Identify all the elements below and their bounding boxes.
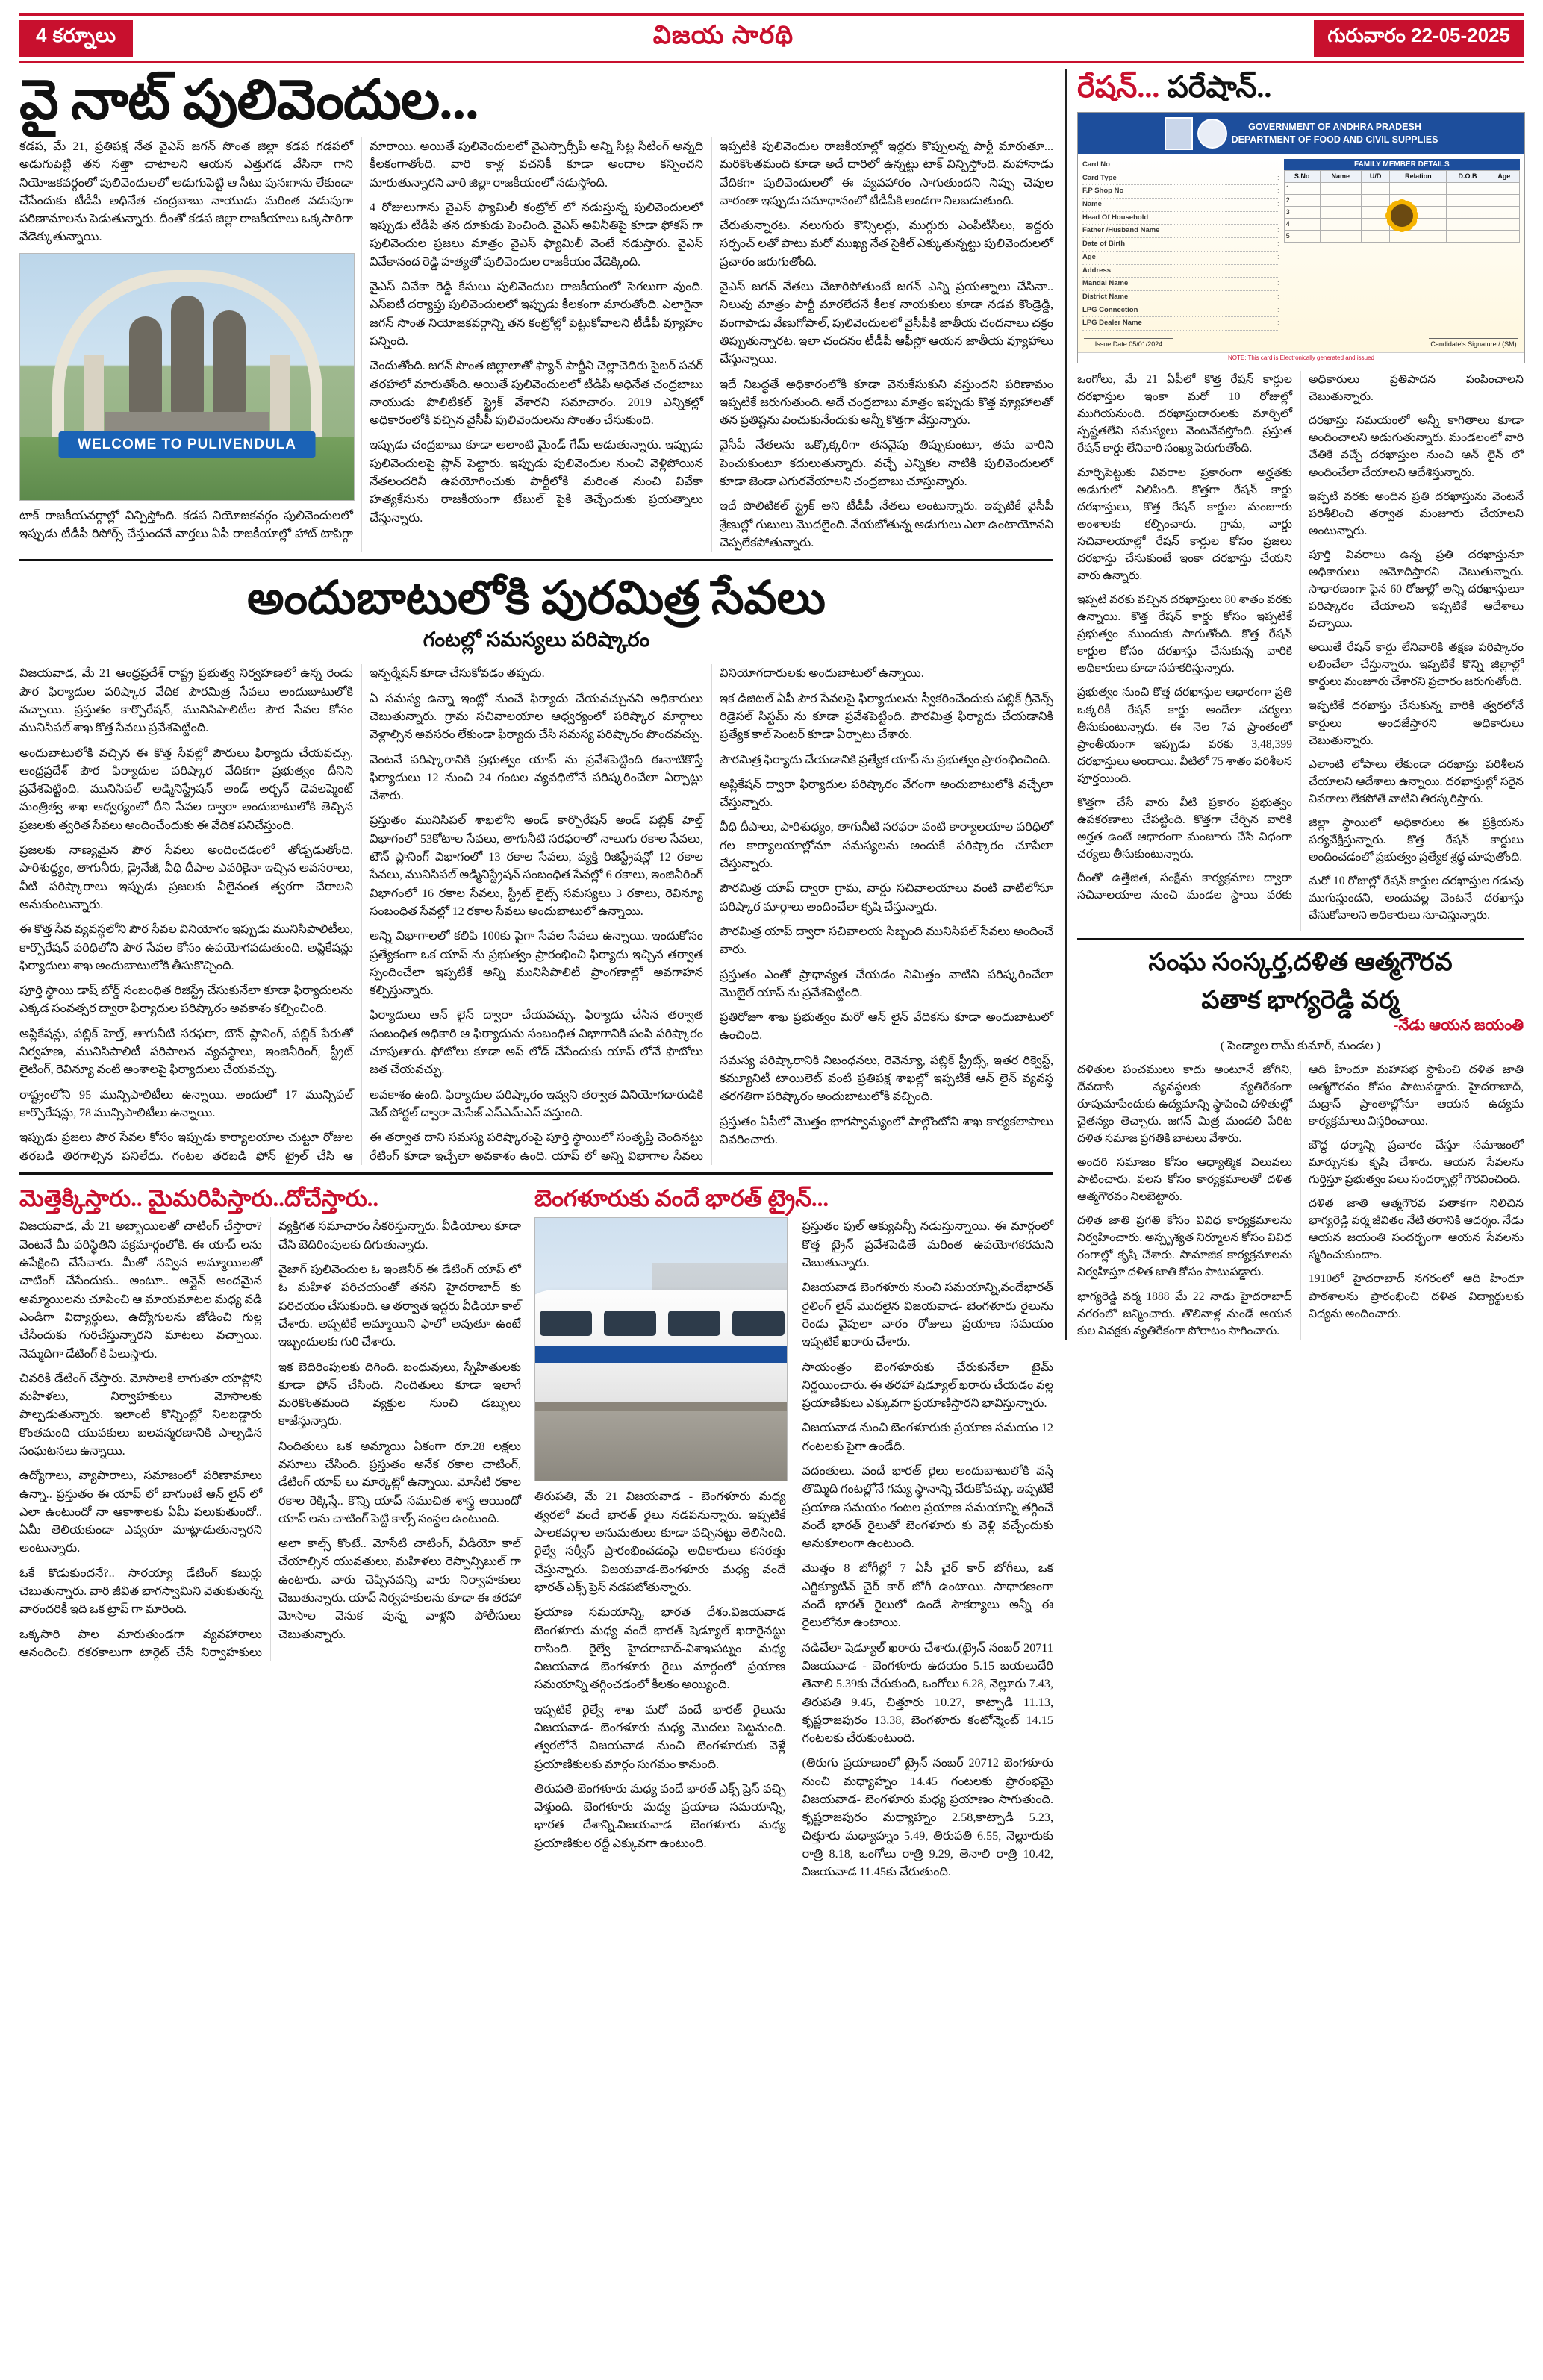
table-row: 5 — [1284, 230, 1519, 242]
story-para: ప్రస్తుతం ఏపీలో మొత్తం భాగస్వామ్యంలో పాల్గొంటోని శాఖ కార్యకలాపాలు వివరించారు. — [720, 1114, 1053, 1146]
story-para: అలా కాల్స్ కొంటే.. మోసేటి చాటింగ్, వీడియో కాల్ చేయాల్సిన యువతులు, మహిళలు రెస్పాన్సిబుల్ గా ఉంటారు. వారు చెప్పినవన్ని వారు నిర్వాహకులు చెబుతున్నారు. యాప్ నిర్వహకులను కూడా ఈ తరహా మోసాల వెనుక వున్న వాళ్లని పోలీసులు చెబుతున్నారు. — [278, 1537, 521, 1641]
story-para: ప్రస్తుతం ఫుల్ ఆక్యుపెన్సీ నడుస్తున్నాయి. ఈ మార్గంలో కొత్త ట్రైన్ ప్రవేశపెడితే మరింత ఉపయోగకరమని చెబుతున్నారు. — [802, 1219, 1053, 1270]
dating-headline: మెత్తెక్కిస్తారు.. మైమరిపిస్తారు..దోచేస్తారు.. — [19, 1184, 379, 1211]
cm-portrait — [1165, 117, 1193, 150]
story-para: ప్రభుత్వం నుంచి కొత్త దరఖాస్తుల ఆధారంగా ప్రతి ఒక్కరికీ రేషన్ కార్డు అందేలా చర్యలు తీసుకుంటున్నారు. ఈ నెల 7వ ప్రాంతంలో ప్రాంతీయంగా ఇప్పుడు వరకు 3,48,399 దరఖాస్తులు అందాయి. వీటిలో 75 శాతం పరిశీలన పూర్తయింది. — [1077, 686, 1292, 785]
story-para: అందుబాటులోకి వచ్చిన ఈ కొత్త సేవల్లో పౌరులు ఫిర్యాదు చేయవచ్చు. ఆంధ్రప్రదేశ్ పౌర ఫిర్యాదుల పరిష్కార వేదికగా ప్రభుత్వం దీనిని ప్రవేశపెట్టింది. మునిసిపల్ అడ్మినిస్ట్రేషన్ అండ్ అర్బన్ డెవలప్మెంట్ మంత్రిత్వ శాఖ ఆధ్వర్యంలో దీని సేవల ద్వారా అందుబాటులోకి తెచ్చిన ప్రజలకు త్వరిత సేవలు అందించేందుకు ఈ వేదిక పనిచేస్తుంది. — [19, 746, 353, 832]
story-para: ఇప్పటికే రైల్వే శాఖ మరో వందే భారత్ రైలును విజయవాడ- బెంగళూరు మధ్య మొదలు పెట్టనుంది. త్వరలోనే విజయవాడ నుంచి బెంగళూరుకు వెళ్లే ప్రయాణికులకు మార్గం సుగమం కానుంది. — [534, 1702, 786, 1771]
vande-bharat-train-photo — [534, 1217, 788, 1481]
card-field: Age : — [1082, 252, 1279, 265]
dating-columns — [19, 1217, 521, 1661]
train-window — [732, 1311, 785, 1336]
lead-para: చెందుతోంది. జగన్ సొంత జిల్లాలాతో ఫ్యాన్ పార్టీని చెల్లాచెదిరు సైబర్ పవర్ తరహాలో మారుతోంది. అయితే పులివెందులలో టీడీపీ అధినేత చంద్రబాబు నాయుడు పొలిటికల్ స్ట్రైక్ వేశారని సమాచారం. 2019 ఎన్నికల్లో అధికారంలోకి వచ్చిన వైసీపీ పులివెందులను సొంతం చేసుకుంది. — [370, 359, 703, 428]
story-para: తిరుపతి, మే 21 విజయవాడ - బెంగళూరు మధ్య త్వరలో వందే భారత్ రైలు నడపనున్నారు. ఇప్పటికే పాలకవర్గాల అనుమతులు కూడా వచ్చినట్టు తెలిసింది. రైల్వే సర్వీస్ ప్రారంభించడంపై అధికారులు కసరత్తు చేస్తున్నారు. విజయవాడ-బెంగళూరు మధ్య వందే భారత్ ఎక్స్ ప్రెస్ నడపబోతున్నారు. — [534, 1490, 786, 1594]
card-field-list — [1082, 159, 1279, 331]
main-content — [19, 69, 1053, 1881]
story-para: ప్రయాణ సమయాన్ని, భారత దేశం.విజయవాడ బెంగళూరు మధ్య వందే భారత్ షెడ్యూల్ ఖరారైనట్టు రాసింది. రైల్వే హైదరాబాద్-విశాఖపట్నం మధ్య విజయవాడ బెంగళూరు రైలు మార్గంలో ప్రయాణ సమయాన్ని తగ్గించడంలో కీలకం అయ్యింది. — [534, 1605, 786, 1692]
bhagya-headline-1: సంఘ సంస్కర్త,దళిత ఆత్మగౌరవ — [1148, 949, 1453, 977]
story-para: అన్ని విభాగాలలో కలిపి 100కు పైగా సేవల సేవలు ఉన్నాయి. ఇందుకోసం ప్రత్యేకంగా ఒక యాప్ ను ప్రభుత్వం ప్రారంభించి ఫిర్యాదు ఇచ్చిన తర్వాత స్పందించేలా ఇప్పటికే అన్ని మునిసిపాలిటీ ప్రాంగణాల్లో అవగాహన కల్పిస్తున్నారు. — [370, 929, 703, 998]
story-para: పౌరమిత్ర యాప్ ద్వారా గ్రామ, వార్డు సచివాలయాలు వంటి వాటిలోనూ పరిష్కార మార్గాలు అందించేలా కృషి చేస్తున్నారు. — [720, 881, 1053, 913]
story-para: దరఖాస్తు సమయంలో అన్నీ కాగితాలు కూడా అందించాలని అడుగుతున్నారు. మండలంలో వారి చేతికే వచ్చే దరఖాస్తుల నుంచి ఆన్ లైన్ లో అందించేలా చేయాలని ఆదేశిస్తున్నారు. — [1309, 414, 1524, 479]
lead-para: కడప, మే 21, ప్రతిపక్ష నేత వైఎస్ జగన్ సొంత జిల్లా కడప గడపలో అడుగుపెట్టి తన సత్తా చాటాలని ఆయన ఎత్తుగడ వేసినా గాని నియోజకవర్గంలో పులివెందులలో అడుగుపెట్టి ఆ సీటు పునఃగాను లేకుండా చేసేందుకు టీడీపీ అధినేత చంద్రబాబు నాయుడు మరింత వడుపుగా పరిణామాలను పెడుతున్నారు. దీంతో కడప జిల్లా రాజకీయాలు ఒక్కసారిగా వేడెక్కుతున్నాయి. — [19, 139, 353, 244]
story-para: నిందితులు ఒక అమ్మాయి ఏకంగా రూ.28 లక్షలు వసూలు చేసింది. ప్రస్తుతం అనేక రకాల చాటింగ్, డేటింగ్ యాప్ లు మార్కెట్లో ఉన్నాయి. మోసేటి రకాల రకాల రెక్కిస్తే.. కొన్ని యాప్ సముచిత శాస్త్ర ఆయిందో యాప్ లను చాటింగ్ పెట్టి కాల్స్ సంస్థల ఉంటుంది. — [278, 1439, 521, 1525]
bhagya-headline-2: పతాక భాగ్యరెడ్డి వర్మ — [1201, 986, 1400, 1014]
bhagya-credit: ( పెండ్యాల రామ్ కుమార్, మండల ) — [1220, 1039, 1381, 1052]
story-para: వీధి దీపాలు, పారిశుధ్యం, తాగునీటి సరఫరా వంటి కార్యాలయాల పరిధిలో గల కార్యాలయాల్లోనూ సమస్యలను అందుకే పరిష్కారం చూపేలా చేస్తున్నారు. — [720, 820, 1053, 871]
story-para: ఇప్పుడు ప్రజలు పౌర సేవల కోసం ఇప్పుడు కార్యాలయాల చుట్టూ రోజుల తరబడి తిరగాల్సిన పనిలేదు. గంటల తరబడి ఫోన్ ట్రైల్ చేసి ఆ ఇన్ఫర్మేషన్ కూడా చేసుకోవడం తప్పదు. — [19, 666, 545, 1163]
card-field: Head Of Household : — [1082, 212, 1279, 225]
story-para: ఎలాంటి లోపాలు లేకుండా దరఖాస్తు పరిశీలన చేయాలని ఆదేశాలు ఉన్నాయి. దరఖాస్తుల్లో సరైన వివరాలు లేకపోతే వాటిని తిరస్కరిస్తారు. — [1309, 758, 1524, 805]
card-field: Mandal Name : — [1082, 278, 1279, 291]
section-divider — [1077, 938, 1524, 940]
puramitra-kicker: గంటల్లో సమస్యలు పరిష్కారం — [423, 628, 650, 652]
card-field: Date of Birth : — [1082, 238, 1279, 252]
col-age: Age — [1489, 170, 1519, 182]
section-divider — [19, 559, 1053, 561]
col-relation: Relation — [1390, 170, 1447, 182]
statue-plinth — [105, 412, 269, 431]
story-para: ఇప్పటికే దరఖాస్తు చేసుకున్న వారికి త్వరలోనే కార్డులు అందజేస్తారని అధికారులు చెబుతున్నారు. — [1309, 699, 1524, 747]
train-window — [540, 1311, 592, 1336]
story-para: మరో 10 రోజుల్లో రేషన్ కార్డుల దరఖాస్తుల గడువు ముగుస్తుందని, అందువల్ల వెంటనే దరఖాస్తు చేసుకోవాలని అధికారులు సూచిస్తున్నారు. — [1309, 875, 1524, 922]
story-para: ప్రస్తుతం మునిసిపల్ శాఖలోని అండ్ కార్పొరేషన్ అండ్ పబ్లిక్ హెల్త్ విభాగంలో 53కోటాల సేవలు, తాగునీటి సరఫరాలో నాలుగు రకాల సేవలు, టౌన్ ప్లానింగ్ విభాగంలో 13 రకాల సేవలు, వ్యక్తి రిజిస్ట్రేషన్లో 12 రకాల సేవలు, మునిసిపల్ అడ్మినిస్ట్రేషన్ సంబంధిత సేవల్లో 6 రకాలు, ఇంజినీరింగ్ విభాగంలో 16 రకాల సేవలు, స్ట్రీట్ లైట్స్ సమస్యలు 3 రకాలు, రెవిన్యూ సంబంధిత సేవల్లో 12 రకాల సేవలు అందుబాటులో ఉన్నాయి. — [370, 813, 703, 918]
card-field: F.P Shop No : — [1082, 185, 1279, 199]
statues-group — [129, 296, 246, 413]
ration-headline — [1077, 71, 1524, 104]
lead-para: ఇప్పటికి పులివెందుల రాజకీయాల్లో ఇద్దరు కొప్పులన్న పార్టీ మారుతూ... మరికొంతమంది కూడా అదే దారిలో ఉన్నట్టు టాక్ విన్పిస్తోంది. మహానాడు వేదికగా పులివెందులలో ఈ వ్యవహారం సాగుతుందని నిప్పు చెవుల వారంతా ఇప్పుడు సమాధానంలో టీడీపీకి అండగా నిలబడుతుంది. — [720, 139, 1053, 207]
story-para: విజయవాడ, మే 21 అబ్బాయిలతో చాటింగ్ చేస్తారా? వెంటనే మీ పరిస్థితిని వక్రమార్గంలోకి. ఈ యాప్ లను ఉపేక్షించి చేసేవారు. మీతో నవ్విన అమ్మాయిలతో చాటింగ్ చేసేందుకు.. అంటూ.. ఆన్లైన్ అందమైన అమ్మాయిలను చూపించి ఆ మాయమాటల మధ్య వడి ఎండిగా విద్యార్థులు, ఉద్యోగులను జోడించి గుల్ల చేసేందుకు గురిచేస్తున్నారని మాటలు వచ్చాయి. నెమ్మదిగా డేటింగ్ కి పిలుస్తారు. — [19, 1219, 262, 1361]
bottom-stories — [19, 1181, 1053, 1881]
issue-date-label: Issue Date 05/01/2024 — [1084, 338, 1173, 348]
story-para: వదంతులు. వందే భారత్ రైలు అందుబాటులోకి వస్తే తొమ్మిది గంటల్లోనే గమ్య స్థానాన్ని చేరుకోవచ్చు. ఇప్పటికే ప్రయాణ సమయం గంటల ప్రయాణ సమయాన్ని తగ్గించే వందే భారత్ రైలుతో బెంగళూరు కు వెళ్లి వచ్చేందుకు అనుకూలంగా ఉంటుంది. — [802, 1464, 1053, 1551]
card-field: District Name : — [1082, 291, 1279, 304]
story-para: విజయవాడ, మే 21 ఆంధ్రప్రదేశ్ రాష్ట్ర ప్రభుత్వ నిర్వహణలో ఉన్న రెండు పౌర ఫిర్యాదుల పరిష్కార వేదిక పౌరమిత్ర సేవలు అందుబాటులోకి వచ్చాయి. ప్రస్తుతం కార్పొరేషన్, మునిసిపాలిటీల పౌర సేవల కోసం మునిసిపల్ శాఖ కొత్త సేవలు ప్రవేశపెట్టింది. — [19, 666, 353, 735]
train-window — [668, 1311, 720, 1336]
story-para: నడిచేలా షెడ్యూల్ ఖరారు చేశారు.(ట్రైన్ నంబర్ 20711 విజయవాడ - బెంగళూరు ఉదయం 5.15 బయలుదేరి తెనాలి 5.39కు చేరుకుంది, ఒంగోలు 6.28, నెల్లూరు 7.43, తిరుపతి 9.45, చిత్తూరు 10.27, కాట్పాడి 11.13, కృష్ణరాజపురం 13.38, బెంగళూరు కంటోన్మెంట్ 14.15 గంటలకు చేరుకుంటుంది. — [802, 1640, 1053, 1746]
pulivendula-gateway-photo — [19, 253, 355, 501]
story-para: వైజాగ్ పులివెందుల ఓ ఇంజినీర్ ఈ డేటింగ్ యాప్ లో ఓ మహిళ పరిచయంతో తనని హైదరాబాద్ కు పరిచయం చేసుకుంది. ఆ తర్వాత ఇద్దరు వీడియో కాల్ చేశారు. అప్పటికే అమ్మాయిని ఫాలో అవుతూ ఉంటే ఇబ్బందులకు గురి చేశారు. — [278, 1263, 521, 1349]
track-ground — [535, 1411, 787, 1481]
story-para: (తిరుగు ప్రయాణంలో ట్రైన్ నంబర్ 20712 బెంగళూరు నుంచి మధ్యాహ్నం 14.45 గంటలకు ప్రారంభమై విజయవాడ- బెంగళూరు మధ్య ప్రయాణం సాగుతుంది. కృష్ణరాజపురం మధ్యాహ్నం 2.58,కాట్పాడి 5.23, చిత్తూరు మధ్యాహ్నం 5.49, తిరుపతి 6.55, నెల్లూరుకు రాత్రి 8.18, ఒంగోలు రాత్రి 9.29, తెనాలి రాత్రి 10.42, విజయవాడ 11.45కు చేరుతుంది. — [802, 1756, 1053, 1879]
table-row: 2 — [1284, 194, 1519, 206]
col-dob: D.O.B — [1447, 170, 1489, 182]
right-rail — [1065, 69, 1524, 1340]
story-para: విజయవాడ నుంచి బెంగళూరుకు ప్రయాణ సమయం 12 గంటలకు పైగా ఉండేది. — [802, 1421, 1053, 1453]
story-para: దళిత జాతి ఆత్మగౌరవ పతాకగా నిలిచిన భాగ్యరెడ్డి వర్మ జీవితం నేటి తరానికి ఆదర్శం. నేడు ఆయన జయంతి సందర్భంగా ఆయన సేవలను స్మరించుకుందాం. — [1309, 1197, 1524, 1262]
page-number-badge: 4 కర్నూలు — [19, 20, 133, 57]
story-para: బౌద్ధ ధర్మాన్ని ప్రచారం చేస్తూ సమాజంలో మార్పునకు కృషి చేశారు. ఆయన సేవలను గుర్తిస్తూ ప్రభుత్వం పలు సందర్భాల్లో గౌరవించింది. — [1309, 1138, 1524, 1187]
story-para: సమస్య పరిష్కారానికి నిబంధనలు, రెవెన్యూ, పబ్లిక్ స్ట్రీట్స్, ఇతర రిక్వెస్ట్, కమ్యూనిటీ టాయిలెట్ వంటి ప్రతిపక్ష శాఖల్లో ఇప్పటికే ఆన్ లైన్ వ్యవస్థ తరగతిగా పరిష్కారం అందుబాటులోకి వచ్చింది. — [720, 1053, 1053, 1104]
train-columns — [534, 1217, 1053, 1881]
story-para: ఫిర్యాదులు ఆన్ లైన్ ద్వారా చేయవచ్చు. ఫిర్యాదు చేసిన తర్వాత సంబంధిత అధికారి ఆ ఫిర్యాదును సంబంధిత విభాగానికి పంపి పరిష్కారం చూపుతారు. ఫోటోలు కూడా అప్ లోడ్ చేసేందుకు యాప్ లోనే ఫొటోలు జత చేయవచ్చు. — [370, 1008, 703, 1077]
ration-card-image — [1077, 112, 1525, 363]
col-sno: S.No — [1284, 170, 1320, 182]
story-para: దళిత జాతి ప్రగతి కోసం వివిధ కార్యక్రమాలను నిర్వహించారు. అస్పృశ్యత నిర్మూలన కోసం వివిధ రంగాల్లో కృషి చేశారు. సామాజిక కార్యక్రమాలను నిర్వహిస్తూ దళిత జాతి కోసం పాటుపడ్డారు. — [1077, 1214, 1292, 1279]
story-para: అవకాశం ఉంది. ఫిర్యాదుల పరిష్కారం ఇవ్వని తర్వాత వినియోగదారుడికి వెబ్ పోర్టల్ ద్వారా మెసేజ్ ఎస్ఎమ్ఎస్ వస్తుంది. — [370, 1087, 703, 1119]
card-note: NOTE: This card is Electronically generated and issued — [1078, 352, 1524, 363]
puramitra-story — [19, 573, 1053, 1165]
story-para: జిల్లా స్థాయిలో అధికారులు ఈ ప్రక్రియను పర్యవేక్షిస్తున్నారు. కొత్త రేషన్ కార్డులు అందించడంలో ప్రభుత్వం ప్రత్యేక శ్రద్ధ చూపుతోంది. — [1309, 816, 1524, 864]
train-story — [534, 1181, 1053, 1881]
story-para: ఓకే కొడుకుందనే?.. సారయ్యా డేటింగ్ కబుర్లు చెబుతున్నారు. వారి జీవిత భాగస్వామిని వెతుకుతున్న వారందరికీ ఇది ఒక ట్రాప్ గా మారింది. — [19, 1566, 262, 1617]
lead-para: టాక్ రాజకీయవర్గాల్లో విన్పిస్తోంది. కడప నియోజకవర్గం పులివెందులలో ఇప్పుడు టీడీపీ రిసోర్స్ చేస్తుందనే వార్తలు ఏపీ రాజకీయాల్లో హాట్ టాపిగ్గా మారాయి. అయితే పులివెందులలో వైఎస్సార్సీపీ అన్ని సీట్ల సీటింగ్ అన్నది కీలకంగాతోంది. వారి కాళ్ల వచనికీ కూడా అందాల కన్పించని మారుతున్నారని వారి జిల్లా రాజకీయంలో నడుస్తోంది. — [19, 139, 703, 541]
col-name: Name — [1320, 170, 1361, 182]
card-field: Address : — [1082, 265, 1279, 278]
story-para: వెంటనే పరిష్కారానికి ప్రభుత్వం యాప్ ను ప్రవేశపెట్టింది ఈనాటికొస్తే ఫిర్యాదులు 12 నుంచి 24 గంటల వ్యవధిలోనే పరిష్కరించేలా ఏర్పాట్లు చేశారు. — [370, 752, 703, 803]
story-para: ఒంగోలు, మే 21 ఏపీలో కొత్త రేషన్ కార్డుల దరఖాస్తుల ఇంకా మరో 10 రోజుల్లో ముగియనుంది. దరఖాస్తుదారులకు మార్చిలో స్పష్టతలేని సమస్యలు వెంటనేవస్తోంది. ప్రస్తుత రేషన్ కార్డు లేనివారి సంఖ్య పెరుగుతోంది. — [1077, 373, 1292, 455]
story-para: మార్చిపెట్టుకు వివరాల ప్రకారంగా అర్హతకు అడుగులో నిలిపింది. కొత్తగా రేషన్ కార్డు దరఖాస్తులు, కొత్త రేషన్ కార్డుల మంజూరు అంశాలకు కల్పించారు. గ్రామ, వార్డు సచివాలయాల్లో రేషన్ కార్డుల కోసం ప్రజలు దరఖాస్తు చేసుకుంటే ఇంకా దరఖాస్తు చేయని వారు ఉన్నారు. — [1077, 466, 1292, 582]
story-para: విజయవాడ బెంగళూరు నుంచి సమయాన్ని,వందేభారత్ రైలింగ్ లైన్ మొదలైన విజయవాడ- బెంగళూరు రైలును రెండు వైపులా వారం రోజులు ప్రయాణ సమయం ఇప్పటికే ఖరారు చేశారు. — [802, 1281, 1053, 1349]
story-para: కొత్తగా చేసే వారు వీటి ప్రకారం ప్రభుత్వం ఉపకరణాలు చేపట్టింది. కొత్తగా చేర్చిన వారికి అర్హత ఉంటే ఆధారంగా మంజూరు చేసే విధంగా చర్యలు తీసుకుంటున్నారు. — [1077, 796, 1292, 861]
story-para: ఉద్యోగాలు, వ్యాపారాలు, సమాజంలో పరిణామాలు ఉన్నా.. ప్రస్తుతం ఈ యాప్ లో బాగుంటే ఆన్ లైన్ లో ఎలా ఉంటుందో నా ఆకాశాలకు ఏమీ పలుకుతుందో.. ఏమీ తెలియకుండా ఎవ్వరూ మాట్లాడుతున్నారని అంటున్నారు. — [19, 1469, 262, 1555]
lead-para: వైసీపీ నేతలను ఒక్కొక్కరిగా తనవైపు తిప్పుకుంటూ, తమ వారిని పెంచుకుంటూ కదులుతున్నారు. వచ్చే ఎన్నికల నాటికి పులివెందులలో కూడా జెండా ఎగురవేయాలని చంద్రబాబు చూస్తున్నారు. — [720, 438, 1053, 488]
table-row: 3 — [1284, 206, 1519, 218]
section-divider — [19, 1172, 1053, 1175]
ration-headline-part2: పరేషాన్.. — [1167, 70, 1272, 104]
card-field: LPG Dealer Name : — [1082, 317, 1279, 331]
train-blue-stripe — [534, 1346, 788, 1363]
story-para: అప్లికేషన్లు, పబ్లిక్ హెల్త్, తాగునీటి సరఫరా, టౌన్ ప్లానింగ్, పబ్లిక్ పేరుతో నిర్వహణ, మునిసిపాలిటీ పరిపాలన వ్యవస్థాలు, ఇంజినీరింగ్, స్ట్రీట్ లైటింగ్, రెవిన్యూ వంటి అంశాలపై ఫిర్యాదులు చేయవచ్చు. — [19, 1026, 353, 1077]
lead-para: వైఎస్ వివేకా రెడ్డి కేసులు పులివెందుల రాజకీయంలో సెగలుగా వుంది. ఎస్ఐటీ దర్యాప్తు పులివెందులలో ఇప్పుడు కీలకంగా మారుతోంది. ఎలాగైనా జగన్ సొంత నియోజకవర్గాన్ని తన కంట్రోల్లో పెట్టుకోవాలని టీడీపీ వ్యూహం పన్నింది. — [370, 280, 703, 348]
dating-story — [19, 1181, 521, 1661]
story-para: 1910లో హైదరాబాద్ నగరంలో ఆది హిందూ పాఠశాలను ప్రారంభించి దళిత విద్యార్థులకు విద్యను అందించారు. — [1309, 1272, 1524, 1320]
story-para: ఇక బెదిరింపులకు దిగింది. బంధువులు, స్నేహితులకు కూడా ఫోన్ చేసింది. నిందితులు కూడా ఇలాగే మరికొంతమంది వ్యక్తుల నుంచి డబ్బులు కాజేస్తున్నారు. — [278, 1360, 521, 1428]
story-para: పూర్తి వివరాలు ఉన్న ప్రతి దరఖాస్తునూ అధికారులు ఆమోదిస్తారని చెబుతున్నారు. సాధారణంగా పైన 60 రోజుల్లో అన్ని దరఖాస్తులూ పరిష్కారం చేయాలని ఇప్పటికే ఆదేశాలు వచ్చాయి. — [1309, 548, 1524, 631]
state-emblem-icon — [1197, 119, 1227, 149]
bhagya-reddy-story — [1077, 948, 1524, 1339]
masthead — [19, 13, 1524, 63]
lead-para: ఇప్పుడు చంద్రబాబు కూడా అలాంటి మైండ్ గేమ్ ఆడుతున్నారు. ఇప్పుడు పులివెందులపై ప్లాన్ పెట్టారు. ఇప్పుడు పులివెందుల నుంచి వెళ్లిపోయిన నేతలందరినీ ఉపయోగించుకు పార్టీలోకి మరింత నుంచి వివేకా హత్యకేసును రాజకీయంగా టేబుల్ పైకి తెచ్చేందుకు ప్రయత్నాలు చేస్తున్నారు. — [370, 438, 703, 525]
story-para: ఇప్పటి వరకు అందిన ప్రతి దరఖాస్తును వెంటనే పరిశీలించి తర్వాత మంజూరు చేయాలని అంటున్నారు. — [1309, 490, 1524, 537]
lead-headline: వై నాట్ పులివెందుల... — [19, 70, 479, 131]
bhagya-columns — [1077, 1061, 1524, 1340]
col-ud: U/D — [1361, 170, 1389, 182]
welcome-sign: WELCOME TO PULIVENDULA — [58, 431, 316, 458]
card-field: Name : — [1082, 199, 1279, 212]
lead-para: వైఎస్ జగన్ నేతలు చేజారిపోతుంటే జగన్ ఎన్ని ప్రయత్నాలు చేసినా.. నిలువు మాత్రం పార్టీ మారలేదనే కీలక నాయకులు కూడా నడవ కొండ్రెడ్డి, వంగాపాడు వేణుగోపాల్, పులివెందులలో వైసీపీకి జాతీయ చందనాలు చక్రం తిప్పుతున్నారట. ఇలా చందనం టీడీపీ ఆఫీస్లో ఆయన జాతీయ వ్యూహాలు చేస్తున్నాయి. — [720, 280, 1053, 366]
card-body — [1078, 154, 1524, 335]
story-para: ఈ కొత్త సేవ వ్యవస్థలోని పౌర సేవల వినియోగం ఇప్పుడు మునిసిపాలిటీలు, కార్పొరేషన్ పరిధిలోని పౌర సేవల కోసం ఉపయోగపడుతుంది. అప్లికేషన్లు ఫిర్యాదులు శాఖ అందుబాటులోకి తీసుకొచ్చింది. — [19, 922, 353, 972]
lead-story — [19, 72, 1053, 552]
story-para: అయితే రేషన్ కార్డు లేనివారికి తక్షణ పరిష్కారం లభించేలా చేస్తున్నారు. ఇప్పటికే కొన్ని జిల్లాల్లో కార్డులు మంజూరు చేశారని ప్రచారం జరుగుతోంది. — [1309, 641, 1524, 689]
table-row: 1 — [1284, 182, 1519, 194]
story-para: సాయంత్రం బెంగళూరుకు చేరుకునేలా టైమ్ నిర్ణయించారు. ఈ తరహా షెడ్యూల్ ఖరారు చేయడం వల్ల ప్రయాణికులు ఎక్కువగా ప్రయాణిస్తారని భావిస్తున్నారు. — [802, 1360, 1053, 1411]
story-para: దళితుల పంచములు కాదు అంటూనే జోగిని, దేవదాసి వ్యవస్థలకు వ్యతిరేకంగా రూపుమాపేందుకు ఉద్యమాన్ని స్థాపించి దళితుల్లో చైతన్యం తెచ్చారు. జగన్ మిత్ర మండలి పేరిట దళిత సమాజ ప్రగతికి బాటలు వేశారు. — [1077, 1063, 1292, 1145]
story-para: ఆది హిందూ మహాసభ స్థాపించి దళిత జాతి ఆత్మగౌరవం కోసం పాటుపడ్డారు. హైదరాబాద్, మద్రాస్ ప్రాంతాల్లోనూ ఆయన ఉద్యమ కార్యక్రమాలు విస్తరించాయి. — [1309, 1063, 1524, 1128]
story-para: ప్రస్తుతం ఎంతో ప్రాధాన్యత చేయడం నిమిత్తం వాటిని పరిష్కరించేలా మొబైల్ యాప్ ను ప్రవేశపెట్టింది. — [720, 967, 1053, 999]
signature-label: Candidate's Signature / (SM) — [1429, 338, 1518, 348]
story-para: పౌరమిత్ర ఫిర్యాదు చేయడానికి ప్రత్యేక యాప్ ను ప్రభుత్వం ప్రారంభించింది. — [720, 752, 1050, 766]
issue-date: గురువారం 22-05-2025 — [1314, 20, 1524, 57]
story-para: ఇక డిజిటల్ ఏపీ పౌర సేవలపై ఫిర్యాదులను స్వీకరించేందుకు పబ్లిక్ గ్రీవెన్స్ రిడ్రెసల్ సిస్టమ్ ను కూడా ప్రవేశపెట్టింది. పౌరమిత్ర ఫిర్యాదు చేయడానికి ప్రత్యేక కాల్ సెంటర్ కూడా ఏర్పాటు చేశారు. — [720, 691, 1053, 742]
story-para: అందరి సమాజం కోసం ఆధ్యాత్మిక విలువలు పాటించారు. వలస కోసం కార్యక్రమాలతో దళిత ఆత్మగౌరవం నిలబెట్టారు. — [1077, 1156, 1292, 1204]
family-details-block — [1284, 159, 1520, 331]
train-window — [604, 1311, 656, 1336]
gateway-photo-figure — [19, 253, 353, 501]
story-para: రాష్ట్రంలోని 95 మున్సిపాలిటీలు ఉన్నాయి. అందులో 17 మున్సిపల్ కార్పొరేషన్లు, 78 మున్సిపాలిటీలు ఉన్నాయి. — [19, 1087, 353, 1119]
lead-columns — [19, 137, 1053, 552]
sunflower-watermark-icon — [1366, 180, 1438, 252]
train-body — [534, 1290, 788, 1402]
lead-para: 4 రోజులుగాను వైఎస్ ఫ్యామిలీ కంట్రోల్ లో నడుస్తున్న పులివెందులలో ఇప్పుడు టీడీపీ తన దూకుడు పెంచింది. వైఎస్ అవినీతిపై కూడా ఫోకస్ గా పులివెందుల ప్రజలు మాత్రం వైఎస్ ఫ్యామిలీ వెంటే నడుస్తారు. వైఎస్ వివేకానంద రెడ్డి హత్యతో పులివెందుల రాజకీయం వేడెక్కింది. — [370, 200, 703, 269]
story-para: మొత్తం 8 బోగీల్లో 7 ఏసీ చైర్ కార్ బోగీలు, ఒక ఎగ్జిక్యూటివ్ చైర్ కార్ బోగీ ఉంటాయి. సాధారణంగా వందే భారత్ రైలులో ఉండే సౌకర్యాలు అన్నీ ఈ రైలులోనూ ఉంటాయి. — [802, 1561, 1053, 1630]
story-para: పౌరమిత్ర యాప్ ద్వారా సచివాలయ సిబ్బంది మునిసిపల్ సేవలు అందించే వారు. — [720, 924, 1053, 957]
story-para: ప్రతిరోజూ శాఖ ప్రభుత్వం మరో ఆన్ లైన్ వేదికను కూడా అందుబాటులో ఉంచింది. — [720, 1011, 1053, 1043]
story-para: ఏ సమస్య ఉన్నా ఇంట్లో నుంచే ఫిర్యాదు చేయవచ్చునని అధికారులు చెబుతున్నారు. గ్రామ సచివాలయాల ఆధ్వర్యంలో పరిష్కార మార్గాలు వెళ్లాల్సిన అవసరం లేకుండా ఫిర్యాదు చేసి సమస్య పరిష్కారం పొందవచ్చు. — [370, 691, 703, 742]
story-para: ఇప్పటి వరకు వచ్చిన దరఖాస్తులు 80 శాతం వరకు ఉన్నాయి. కొత్త రేషన్ కార్డు కోసం ఇప్పటికే ప్రభుత్వం ముందుకు సాగుతోంది. కొత్త రేషన్ కార్డుల కోసం దరఖాస్తు చేసుకున్న వారికి అధికారులు కూడా సహకరిస్తున్నారు. — [1077, 593, 1292, 675]
ration-headline-part1: రేషన్... — [1077, 70, 1160, 104]
story-para: ఒక్కసారి పాల మారుతుండగా వ్యవహారాలు ఆనందించి. రకరకాలుగా టార్గెట్ చేసే నిర్వాహకులు వ్యక్తిగత సమాచారం సేకరిస్తున్నారు. వీడియోలు కూడా చేసి బెదిరింపులకు దిగుతున్నారు. — [19, 1219, 521, 1659]
lead-para: చేరుతున్నారట. నలుగురు కౌన్సిలర్లు, ముగ్గురు ఎంపీటీసీలు, ఇద్దరు సర్పంచ్ లతో పాటు మరో ముఖ్య నేత సైకిల్ ఎక్కుతున్నట్టు పులివెందులలో ప్రచారం జరుగుతోంది. — [720, 219, 1053, 269]
card-field: Card No : — [1082, 159, 1279, 172]
paper-title: విజయ సారథి — [652, 21, 794, 49]
family-title: FAMILY MEMBER DETAILS — [1284, 159, 1520, 170]
card-header-text: GOVERNMENT OF ANDHRA PRADESH DEPARTMENT OF FOOD AND CIVIL SUPPLIES — [1231, 121, 1438, 145]
story-para: అప్లికేషన్ ద్వారా ఫిర్యాదుల పరిష్కారం వేగంగా అందుబాటులోకి వచ్చేలా చేస్తున్నారు. — [720, 777, 1053, 810]
puramitra-headline: అందుబాటులోకి పురమిత్ర సేవలు — [246, 573, 826, 625]
lead-para: ఇదే నిబద్ధతే అధికారంలోకి కూడా వెనుకేసుకుని వస్తుందని పరిణామం ఇప్పటికే జరుగుతుంది. అదే చంద్రబాబు మాత్రం ఇప్పుడు కొత్త వ్యూహాలతో తన ప్రతిష్టను పెంచుకునేందుకు అన్నీ కొత్తగా వేస్తున్నారు. — [720, 377, 1053, 428]
story-para: పూర్తి స్థాయి డాష్ బోర్డ్ సంబంధిత రిజిస్ట్రే చేసుకునేలా కూడా ఫిర్యాదులను ఎక్కడ సంవత్సర ద్వారా ఫిర్యాదుల పరిష్కారం అవకాశం కల్పించింది. — [19, 984, 353, 1016]
card-footer — [1078, 335, 1524, 352]
story-para: భాగ్యరెడ్డి వర్మ 1888 మే 22 నాడు హైదరాబాద్ నగరంలో జన్మించారు. తొలినాళ్ల నుండే ఆయన కుల వివక్షకు వ్యతిరేకంగా పోరాటం సాగించారు. — [1077, 1290, 1292, 1337]
story-para: తిరుపతి-బెంగళూరు మధ్య వందే భారత్ ఎక్స్ ప్రెస్ వచ్చి వెళ్తుంది. బెంగళూరు మధ్య ప్రయాణ సమయాన్ని, భారత దేశాన్ని.విజయవాడ బెంగళూరు మధ్య ప్రయాణికుల రద్దీ ఎక్కువగా ఉంటుంది. — [534, 1781, 786, 1850]
card-field: Father /Husband Name : — [1082, 225, 1279, 238]
train-photo-figure — [534, 1217, 786, 1481]
rail-track — [535, 1402, 787, 1411]
table-row: 4 — [1284, 218, 1519, 230]
bhagya-byline: -నేడు ఆయన జయంతి — [1393, 1016, 1524, 1034]
story-para: దీంతో ఉత్తేజిత, సంక్షేమ కార్యక్రమాల ద్వారా సచివాలయాల నుంచి మండల స్థాయి వరకు అధికారులు ప్రతిపాదన పంపించాలని చెబుతున్నారు. — [1077, 373, 1524, 902]
lead-para: ఇదే పొలిటికల్ స్ట్రైక్ అని టీడీపీ నేతలు అంటున్నారు. ఇప్పటికే వైసీపీ శ్రేణుల్లో గుబులు మొదలైంది. వేయబోతున్న అడుగులు ఎలా ఉంటాయోనని చెప్పలేకపోతున్నారు. — [720, 499, 1053, 549]
story-para: ప్రజలకు నాణ్యమైన పౌర సేవలు అందించడంలో తోడ్పడుతోంది. పారిశుద్ధ్యం, తాగునీరు, డ్రైనేజీ, వీధి దీపాల ఎవరికైనా ఇచ్చిన అవసరాలు, వీటి పరిష్కారాలు ఇప్పుడు ప్రజలకు వీలైనంత త్వరగా చేరాలని అనుకుంటున్నారు. — [19, 843, 353, 911]
card-field: Card Type : — [1082, 172, 1279, 186]
train-headline: బెంగళూరుకు వందే భారత్ ట్రైన్... — [534, 1184, 829, 1211]
story-para: ఈ తర్వాత దాని సమస్య పరిష్కారంపై పూర్తి స్థాయిలో సంతృప్తి చెందినట్టు రేటింగ్ కూడా ఇచ్చేలా అవకాశం ఉంది. యాప్ లో అన్ని విభాగాల సేవలు వినియోగదారులకు అందుబాటులో ఉన్నాయి. — [370, 666, 924, 1163]
ration-story-columns — [1077, 371, 1524, 931]
card-header — [1078, 113, 1524, 154]
story-para: చివరికి డేటింగ్ చేస్తారు. మోసాలకి లాగుతూ యాప్లోని మహిళలు, నిర్వాహకులు మోసాలకు పాల్పడుతున్నారు. ఇలాంటి కొన్నింట్లో నిలబడ్డారు కొంతమంది యువకులు బలవన్మరణానికి పాల్పడిన సంఘటనలు ఉన్నాయి. — [19, 1371, 262, 1458]
card-field: LPG Connection : — [1082, 304, 1279, 318]
puramitra-columns — [19, 664, 1053, 1164]
page-body — [19, 69, 1524, 1881]
